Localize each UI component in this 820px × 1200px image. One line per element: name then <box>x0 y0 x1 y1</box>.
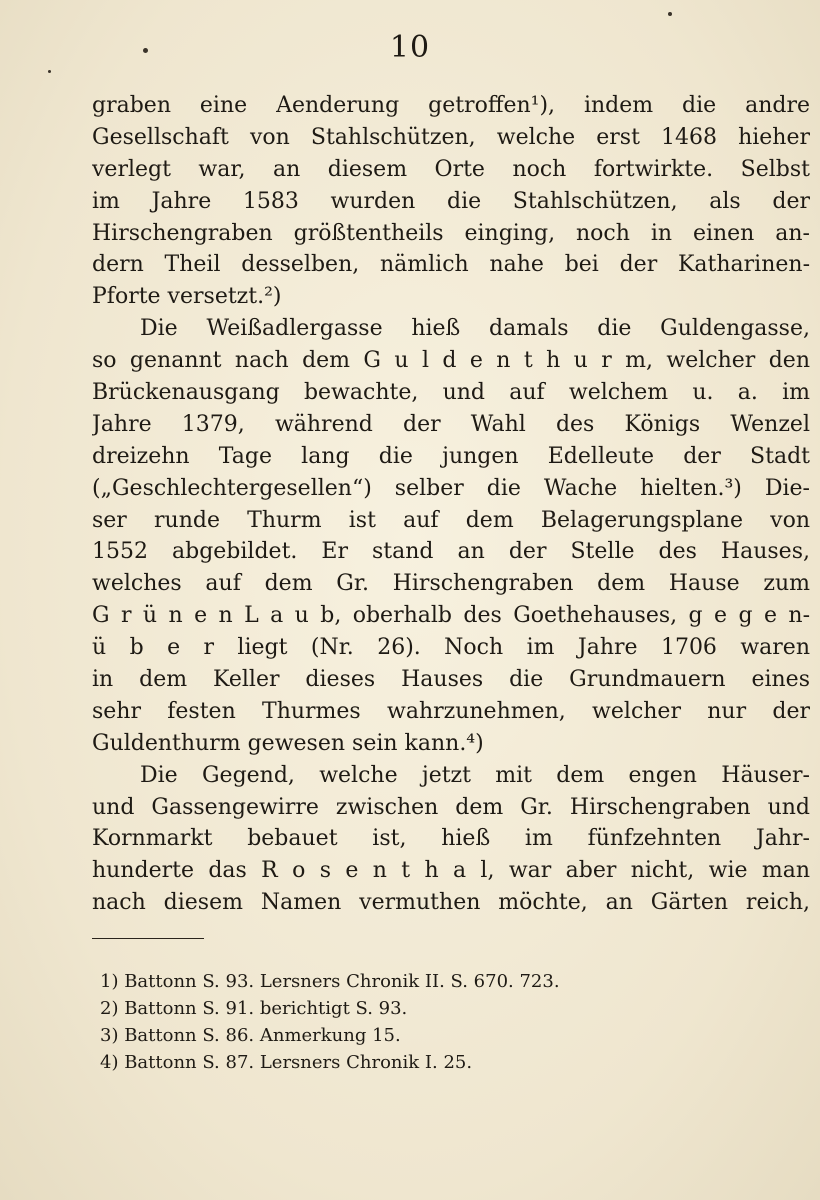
footnote-separator <box>92 938 204 939</box>
text-line: graben eine Aenderung getroffen¹), indem die andre <box>92 93 810 118</box>
text-line: hunderte das R o s e n t h a l, war aber nicht, wie man <box>92 858 810 884</box>
footnote: 1) Battonn S. 93. Lersners Chronik II. S. 670. 723. <box>100 971 560 992</box>
footnote: 4) Battonn S. 87. Lersners Chronik I. 25. <box>100 1052 473 1073</box>
text-line: Pforte versetzt.²) <box>92 284 282 310</box>
text-line: („Geschlechtergesellen“) selber die Wache hielten.³) Die- <box>92 475 810 501</box>
text-line: Die Weißadlergasse hieß damals die Guldengasse, <box>140 316 810 342</box>
text-line: in dem Keller dieses Hauses die Grundmauern eines <box>92 667 810 693</box>
body-text <box>92 90 810 919</box>
page-number: 10 <box>389 30 431 65</box>
footnote: 3) Battonn S. 86. Anmerkung 15. <box>100 1025 401 1046</box>
text-line: und Gassengewirre zwischen dem Gr. Hirschengraben und <box>92 794 810 820</box>
text-line: welches auf dem Gr. Hirschengraben dem Hause zum <box>92 571 810 597</box>
text-line: Guldenthurm gewesen sein kann.⁴) <box>92 730 484 756</box>
text-line: ü b e r liegt (Nr. 26). Noch im Jahre 1706 waren <box>92 635 810 661</box>
text-line: 1552 abgebildet. Er stand an der Stelle des Hauses, <box>92 539 810 565</box>
footnotes <box>100 968 740 1076</box>
text-line: ser runde Thurm ist auf dem Belagerungsplane von <box>92 507 810 533</box>
text-line: Brückenausgang bewachte, und auf welchem u. a. im <box>92 380 810 406</box>
text-line: verlegt war, an diesem Orte noch fortwirkte. Selbst <box>92 156 810 182</box>
text-line: sehr festen Thurmes wahrzunehmen, welcher nur der <box>92 698 810 724</box>
text-line: so genannt nach dem G u l d e n t h u r m, welcher den <box>92 348 810 374</box>
text-line: im Jahre 1583 wurden die Stahlschützen, als der <box>92 188 810 214</box>
text-line: dern Theil desselben, nämlich nahe bei der Katharinen- <box>92 252 810 278</box>
ink-speck <box>48 70 51 73</box>
footnote: 2) Battonn S. 91. berichtigt S. 93. <box>100 998 408 1019</box>
text-line: Gesellschaft von Stahlschützen, welche erst 1468 hieher <box>92 124 810 150</box>
text-line: Hirschengraben größtentheils einging, noch in einen an- <box>92 220 810 246</box>
text-line: G r ü n e n L a u b, oberhalb des Goethehauses, g e g e n- <box>92 603 810 629</box>
text-line: nach diesem Namen vermuthen möchte, an Gärten reich, <box>92 890 810 916</box>
ink-speck <box>668 12 672 16</box>
text-line: Jahre 1379, während der Wahl des Königs Wenzel <box>92 411 810 437</box>
text-line: Kornmarkt bebauet ist, hieß im fünfzehnten Jahr- <box>92 826 810 852</box>
text-line: Die Gegend, welche jetzt mit dem engen Häuser- <box>140 762 810 788</box>
text-line: dreizehn Tage lang die jungen Edelleute der Stadt <box>92 443 810 469</box>
